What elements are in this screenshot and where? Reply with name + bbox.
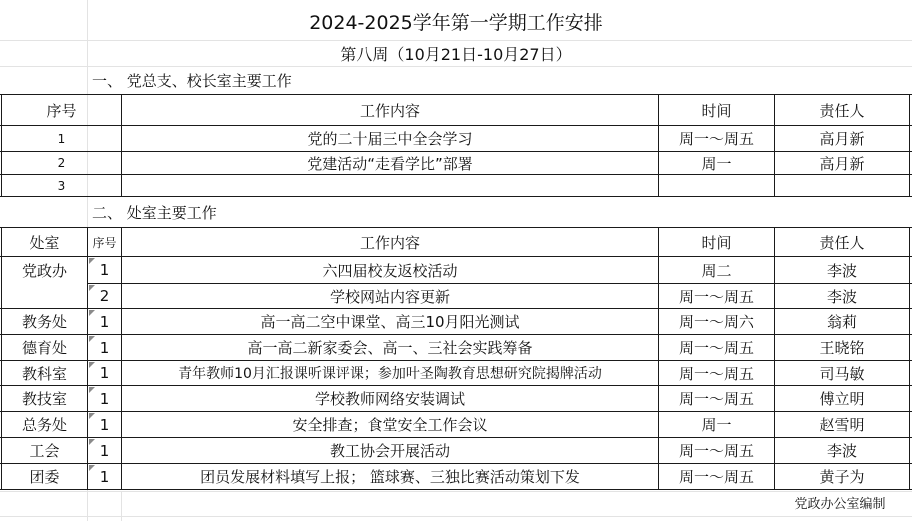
cell-dept: 工会	[29, 442, 60, 460]
col-header-no: 序号	[46, 101, 77, 120]
cell-owner: 黄子为	[819, 468, 865, 486]
cell-time: 周一	[701, 154, 732, 173]
cell-time: 周一～周五	[678, 287, 754, 306]
cell-no: 1	[99, 467, 110, 486]
cell-content: 团员发展材料填写上报； 篮球赛、三独比赛活动策划下发	[200, 468, 580, 486]
cell-time: 周二	[701, 261, 732, 280]
cell-content: 党建活动“走看学比”部署	[307, 154, 473, 173]
cell-no: 1	[99, 338, 110, 357]
sheet-title: 2024-2025学年第一学期工作安排	[309, 11, 603, 34]
cell-no: 2	[57, 156, 66, 170]
cell-time: 周一～周五	[678, 442, 754, 460]
table-border	[909, 94, 910, 196]
cell-content: 高一高二新家委会、高一、三社会实践筹备	[247, 339, 533, 357]
cell-no: 3	[57, 178, 66, 193]
table-border	[909, 227, 910, 489]
cell-content: 青年教师10月汇报课听课评课；参加叶圣陶教育思想研究院揭牌活动	[178, 366, 602, 382]
section1-heading: 一、 党总支、校长室主要工作	[92, 72, 292, 90]
cell-dept: 总务处	[21, 416, 67, 434]
cell-no: 1	[99, 364, 110, 382]
cell-dept: 教务处	[21, 313, 67, 331]
cell-content: 学校教师网络安装调试	[314, 390, 465, 408]
cell-owner: 王晓铭	[819, 339, 865, 357]
cell-content	[122, 175, 658, 196]
col-header-owner: 责任人	[819, 233, 865, 252]
cell-owner: 高月新	[819, 154, 865, 173]
cell-dept: 教科室	[21, 364, 67, 383]
table-border	[0, 489, 912, 490]
cell-owner	[775, 175, 909, 196]
col-header-content: 工作内容	[359, 101, 420, 120]
cell-no: 1	[99, 415, 110, 434]
cell-no: 1	[99, 441, 110, 460]
col-header-time: 时间	[701, 233, 732, 252]
cell-no: 1	[99, 261, 110, 279]
cell-owner: 高月新	[819, 130, 865, 148]
col-header-dept: 处室	[29, 233, 60, 252]
cell-time: 周一～周六	[678, 313, 754, 331]
week-range: 第八周（10月21日-10月27日）	[340, 44, 572, 64]
cell-owner: 翁莉	[826, 313, 857, 331]
col-header-content: 工作内容	[359, 233, 420, 252]
cell-owner: 李波	[826, 261, 857, 280]
cell-time: 周一～周五	[678, 339, 754, 357]
cell-dept: 团委	[29, 468, 60, 486]
cell-time: 周一～周五	[678, 130, 754, 148]
cell-owner: 傅立明	[819, 390, 865, 408]
cell-owner: 李波	[826, 287, 857, 306]
table-border	[0, 196, 912, 197]
col-header-time: 时间	[701, 101, 732, 120]
cell-no: 2	[99, 287, 110, 305]
cell-content: 学校网站内容更新	[329, 287, 450, 306]
cell-dept	[2, 284, 87, 308]
cell-time	[659, 175, 774, 196]
cell-owner: 李波	[826, 442, 857, 460]
cell-dept: 德育处	[21, 339, 67, 357]
cell-content: 六四届校友返校活动	[322, 261, 458, 280]
cell-no: 1	[57, 131, 66, 146]
gridline	[0, 516, 912, 517]
cell-owner: 司马敏	[819, 364, 865, 383]
cell-content: 教工协会开展活动	[329, 442, 450, 460]
cell-time: 周一	[701, 416, 732, 434]
cell-dept: 党政办	[21, 261, 67, 280]
cell-dept: 教技室	[21, 390, 67, 408]
cell-time: 周一～周五	[678, 364, 754, 383]
gridline	[121, 491, 122, 521]
footer-editor: 党政办公室编制	[794, 496, 886, 512]
col-header-owner: 责任人	[819, 101, 865, 120]
section2-heading: 二、 处室主要工作	[92, 203, 217, 222]
cell-content: 高一高二空中课堂、高三10月阳光测试	[260, 313, 520, 331]
col-header-no: 序号	[92, 235, 117, 250]
cell-no: 1	[99, 312, 110, 331]
cell-content: 党的二十届三中全会学习	[307, 130, 473, 148]
cell-content: 安全排查；食堂安全工作会议	[292, 416, 488, 434]
cell-time: 周一～周五	[678, 468, 754, 486]
cell-owner: 赵雪明	[819, 416, 865, 434]
cell-no: 1	[99, 389, 110, 408]
cell-time: 周一～周五	[678, 390, 754, 408]
